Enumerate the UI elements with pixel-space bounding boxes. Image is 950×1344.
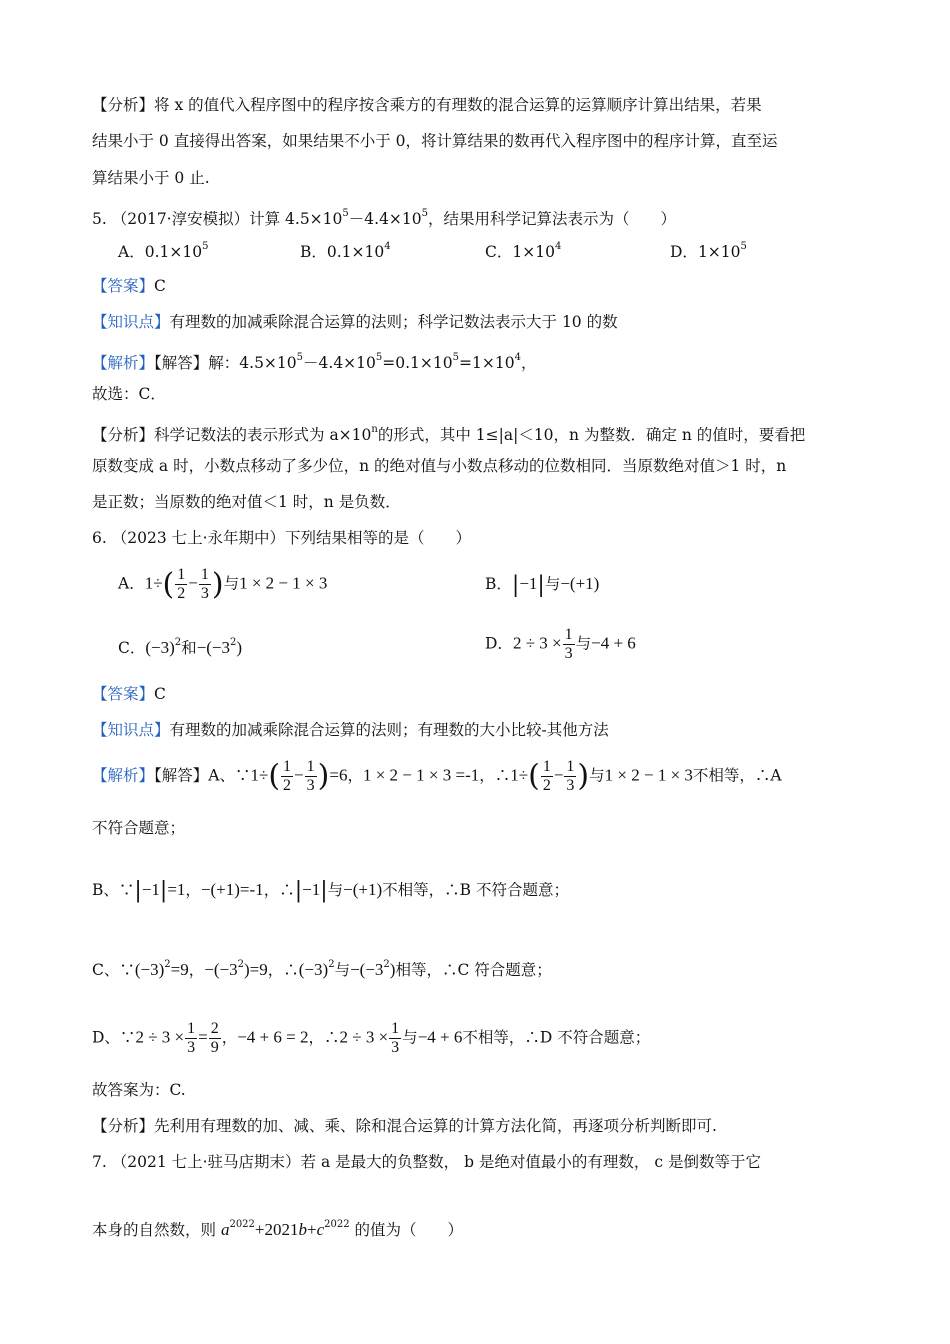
q5-analysis-line2: 原数变成 a 时，小数点移动了多少位，n 的绝对值与小数点移动的位数相同．当原数绝对值＞1 时，n: [92, 457, 787, 475]
q5-analysis-line1: 【分析】科学记数法的表示形式为 $a\times 10^n$的形式，其中 1≤|a|＜10，n 为整数．确定 n 的值时，要看把: [92, 424, 806, 444]
q7-stem-line2: 本身的自然数，则 $a^{2022}+2021b+c^{2022}$ 的值为（ ）: [92, 1219, 464, 1239]
q6-solution-a: 【解析】【解答】A、∵1÷( $\frac{1}{2}$ − $\frac{1}{3}$ )=6，1 × 2 − 1 × 3 =-1，∴1÷( $\frac{1}{2}$ − $\frac{1}{3}$ )与1 × 2 − 1 × 3不相等，∴A: [92, 758, 782, 794]
q6-conclusion: 故答案为：C.: [92, 1081, 186, 1099]
q6-option-d: D．2 ÷ 3 × $\frac{1}{3}$ 与−4 + 6: [485, 626, 636, 662]
q6-solution-a-tail: 不符合题意；: [92, 819, 186, 837]
q5-option-c: C．$1\times 10^4$: [485, 241, 562, 261]
q5-option-a: A．$0.1\times 10^5$: [118, 241, 209, 261]
q6-solution-d: D、∵2 ÷ 3 × $\frac{1}{3}$ = $\frac{2}{9}$ ，−4 + 6 = 2，∴2 ÷ 3 × $\frac{1}{3}$ 与−4 + 6不相等，∴D 不符合题意；: [92, 1020, 651, 1056]
q6-option-c: C．$(-3)^2$和$-(-3^2)$: [118, 637, 243, 657]
q5-answer: 【答案】C: [92, 277, 166, 295]
q7-stem-line1: 7. （2021 七上·驻马店期末）若 a 是最大的负整数， b 是绝对值最小的有理数， c 是倒数等于它: [92, 1153, 761, 1171]
q5-solution: 【解析】【解答】解：$4.5\times 10^5-4.4\times 10^5=0.1\times 10^5=1\times 10^4$，: [92, 352, 537, 372]
q6-solution-c: C、$\because(-3)^2=9$，$-(-3^2)=9$，$\therefore(-3)^2$与$-(-3^2)$相等，∴C 符合题意；: [92, 959, 552, 979]
q4-analysis-line1: 【分析】将 x 的值代入程序图中的程序按含乘方的有理数的混合运算的运算顺序计算出结果，若果: [92, 96, 762, 114]
q5-choose: 故选：C．: [92, 385, 166, 403]
q6-analysis: 【分析】先利用有理数的加、减、乘、除和混合运算的计算方法化简，再逐项分析判断即可.: [92, 1117, 717, 1135]
q6-solution-b: B、∵|−1|=1，−(+1)=-1，∴|−1|与−(+1)不相等，∴B 不符合题意；: [92, 878, 569, 903]
q5-option-b: B．$0.1\times 10^4$: [300, 241, 391, 261]
q5-option-d: D．$1\times 10^5$: [670, 241, 747, 261]
q6-knowledge: 【知识点】有理数的加减乘除混合运算的法则；有理数的大小比较-其他方法: [92, 721, 609, 739]
q5-stem: 5. （2017·淳安模拟）计算 $4.5\times 10^5-4.4\times 10^5$，结果用科学记算法表示为（ ）: [92, 208, 677, 228]
q6-option-a: A．1÷( $\frac{1}{2}$ − $\frac{1}{3}$ )与1 × 2 − 1 × 3: [118, 566, 328, 602]
q6-stem: 6. （2023 七上·永年期中）下列结果相等的是（ ）: [92, 529, 472, 547]
q4-analysis-line2: 结果小于 0 直接得出答案，如果结果不小于 0，将计算结果的数再代入程序图中的程序计算，直至运: [92, 132, 778, 150]
q5-analysis-line3: 是正数；当原数的绝对值＜1 时，n 是负数．: [92, 493, 401, 511]
q6-option-b: B．|−1|与−(+1): [485, 572, 600, 598]
q4-analysis-line3: 算结果小于 0 止.: [92, 169, 210, 187]
q5-knowledge: 【知识点】有理数的加减乘除混合运算的法则；科学记数法表示大于 10 的数: [92, 313, 618, 331]
q6-answer: 【答案】C: [92, 685, 166, 703]
